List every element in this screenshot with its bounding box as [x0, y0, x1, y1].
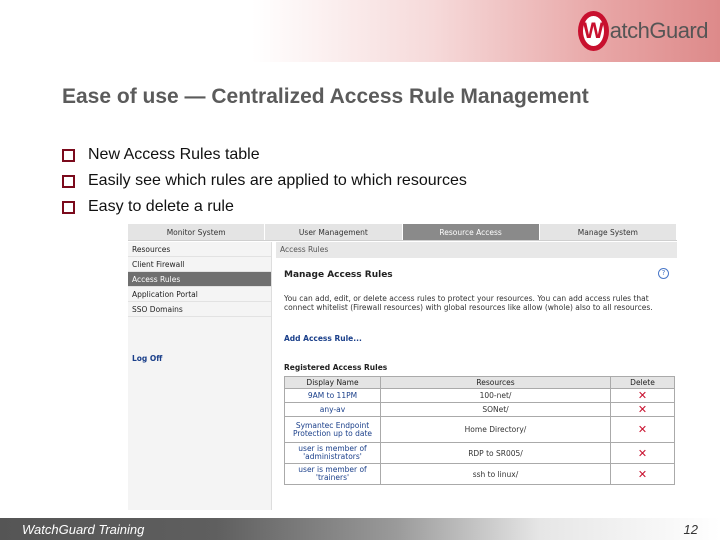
- add-access-rule-link[interactable]: Add Access Rule...: [284, 334, 362, 343]
- bullet-text: Easy to delete a rule: [88, 198, 234, 215]
- help-icon[interactable]: ?: [658, 268, 669, 279]
- table-row: [285, 389, 675, 403]
- bullet-item: [62, 168, 467, 194]
- rule-resource: RDP to SR005/: [381, 443, 611, 464]
- access-rules-table: [284, 376, 675, 485]
- tab-user-management[interactable]: User Management: [265, 224, 402, 240]
- checkbox-bullet-icon: [62, 175, 75, 188]
- embedded-screenshot: [128, 224, 677, 510]
- rule-resource: SONet/: [381, 403, 611, 417]
- tab-monitor-system[interactable]: Monitor System: [128, 224, 265, 240]
- top-nav: [128, 224, 677, 241]
- rule-name-link[interactable]: any-av: [285, 403, 381, 417]
- page-number: 12: [683, 522, 698, 537]
- panel-description: You can add, edit, or delete access rules to protect your resources. You can add access rules that connect whitelist (Firewall resources) with global resources like allow (whole) also to all resources.: [284, 294, 653, 312]
- tab-resource-access[interactable]: Resource Access: [403, 224, 540, 240]
- logoff-link[interactable]: Log Off: [132, 354, 163, 363]
- watchguard-logo: [578, 10, 708, 52]
- delete-icon[interactable]: ✕: [611, 417, 675, 443]
- bullet-item: [62, 142, 467, 168]
- rule-resource: 100-net/: [381, 389, 611, 403]
- table-row: [285, 464, 675, 485]
- column-header-delete: Delete: [611, 377, 675, 389]
- delete-icon[interactable]: ✕: [611, 403, 675, 417]
- column-header-display-name: Display Name: [285, 377, 381, 389]
- breadcrumb: Access Rules: [276, 242, 677, 258]
- bullet-list: [62, 142, 467, 220]
- table-row: [285, 417, 675, 443]
- logo-w-icon: W: [578, 11, 609, 51]
- panel-title: Manage Access Rules: [284, 270, 393, 280]
- footer-training-label: WatchGuard Training: [22, 522, 145, 537]
- table-row: [285, 403, 675, 417]
- rule-resource: ssh to linux/: [381, 464, 611, 485]
- column-header-resources: Resources: [381, 377, 611, 389]
- sidebar-item-sso-domains[interactable]: SSO Domains: [128, 302, 271, 317]
- footer-bar: [0, 518, 720, 540]
- sidebar: [128, 242, 272, 510]
- tab-manage-system[interactable]: Manage System: [540, 224, 677, 240]
- checkbox-bullet-icon: [62, 201, 75, 214]
- delete-icon[interactable]: ✕: [611, 389, 675, 403]
- rule-name-link[interactable]: 9AM to 11PM: [285, 389, 381, 403]
- rule-name-link[interactable]: user is member of 'trainers': [285, 464, 381, 485]
- checkbox-bullet-icon: [62, 149, 75, 162]
- bullet-text: Easily see which rules are applied to which resources: [88, 172, 467, 189]
- registered-rules-heading: Registered Access Rules: [284, 363, 388, 372]
- delete-icon[interactable]: ✕: [611, 464, 675, 485]
- rule-name-link[interactable]: user is member of 'administrators': [285, 443, 381, 464]
- sidebar-item-access-rules[interactable]: Access Rules: [128, 272, 271, 287]
- slide-title: Ease of use — Centralized Access Rule Management: [62, 85, 589, 108]
- delete-icon[interactable]: ✕: [611, 443, 675, 464]
- sidebar-item-client-firewall[interactable]: Client Firewall: [128, 257, 271, 272]
- bullet-text: New Access Rules table: [88, 146, 260, 163]
- rule-resource: Home Directory/: [381, 417, 611, 443]
- rule-name-link[interactable]: Symantec Endpoint Protection up to date: [285, 417, 381, 443]
- sidebar-item-application-portal[interactable]: Application Portal: [128, 287, 271, 302]
- bullet-item: [62, 194, 467, 220]
- logo-text: atchGuard: [609, 18, 708, 43]
- sidebar-item-resources[interactable]: Resources: [128, 242, 271, 257]
- table-row: [285, 443, 675, 464]
